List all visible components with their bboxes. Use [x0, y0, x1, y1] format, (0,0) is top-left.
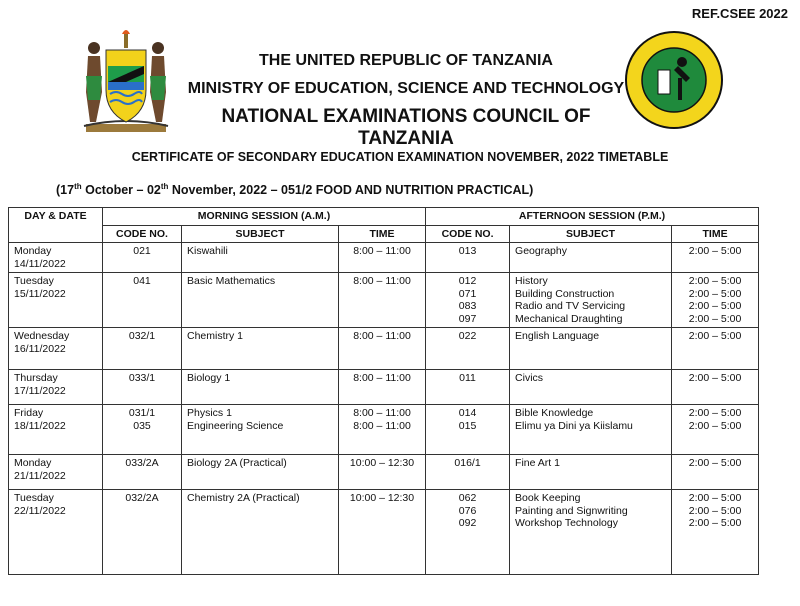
pm-time-cell: 2:00 – 5:00 2:00 – 5:00 2:00 – 5:00: [672, 490, 759, 575]
pm-time-cell: 2:00 – 5:00 2:00 – 5:00 2:00 – 5:00 2:00 – 5:00: [672, 273, 759, 328]
am-code-cell: 033/1: [103, 370, 182, 405]
header-morning-session: MORNING SESSION (A.M.): [103, 208, 426, 226]
table-row: [9, 490, 759, 575]
necta-seal-icon: [624, 30, 724, 130]
pm-code-cell: 013: [426, 243, 510, 273]
table-row: [9, 273, 759, 328]
pm-code-cell: 011: [426, 370, 510, 405]
am-subject-cell: Kiswahili: [182, 243, 339, 273]
am-time-cell: 8:00 – 11:00: [339, 243, 426, 273]
am-subject-cell: Chemistry 1: [182, 328, 339, 370]
am-code-cell: 041: [103, 273, 182, 328]
day-date-cell: Monday 14/11/2022: [9, 243, 103, 273]
am-time-cell: 10:00 – 12:30: [339, 490, 426, 575]
am-subject-cell: Biology 1: [182, 370, 339, 405]
pm-time-cell: 2:00 – 5:00: [672, 328, 759, 370]
pm-code-cell: 062 076 092: [426, 490, 510, 575]
am-time-cell: 8:00 – 11:00 8:00 – 11:00: [339, 405, 426, 455]
header-day-date: DAY & DATE: [9, 208, 103, 243]
pm-code-cell: 022: [426, 328, 510, 370]
am-code-cell: 031/1 035: [103, 405, 182, 455]
table-row: [9, 370, 759, 405]
am-time-cell: 8:00 – 11:00: [339, 273, 426, 328]
am-subject-cell: Chemistry 2A (Practical): [182, 490, 339, 575]
header-am-subject: SUBJECT: [182, 225, 339, 243]
day-date-cell: Monday 21/11/2022: [9, 455, 103, 490]
day-date-cell: Tuesday 15/11/2022: [9, 273, 103, 328]
document-title: CERTIFICATE OF SECONDARY EDUCATION EXAMINATION NOVEMBER, 2022 TIMETABLE: [131, 150, 669, 164]
am-time-cell: 10:00 – 12:30: [339, 455, 426, 490]
pm-subject-cell: Bible Knowledge Elimu ya Dini ya Kiislamu: [510, 405, 672, 455]
document-subtitle: (17th October – 02th November, 2022 – 051/2 FOOD AND NUTRITION PRACTICAL): [56, 182, 534, 198]
header-am-code: CODE NO.: [103, 225, 182, 243]
table-row: [9, 243, 759, 273]
header-ministry: MINISTRY OF EDUCATION, SCIENCE AND TECHNOLOGY: [187, 80, 625, 97]
pm-subject-cell: Geography: [510, 243, 672, 273]
day-date-cell: Wednesday 16/11/2022: [9, 328, 103, 370]
am-code-cell: 032/1: [103, 328, 182, 370]
header-pm-code: CODE NO.: [426, 225, 510, 243]
coat-of-arms-icon: [78, 30, 174, 134]
pm-subject-cell: Civics: [510, 370, 672, 405]
pm-subject-cell: Book Keeping Painting and Signwriting Workshop Technology: [510, 490, 672, 575]
am-subject-cell: Basic Mathematics: [182, 273, 339, 328]
header-am-time: TIME: [339, 225, 426, 243]
pm-code-cell: 016/1: [426, 455, 510, 490]
day-date-cell: Thursday 17/11/2022: [9, 370, 103, 405]
am-time-cell: 8:00 – 11:00: [339, 370, 426, 405]
header-country: THE UNITED REPUBLIC OF TANZANIA: [259, 52, 553, 69]
timetable: [8, 207, 759, 575]
am-subject-cell: Physics 1 Engineering Science: [182, 405, 339, 455]
table-row: [9, 328, 759, 370]
header-pm-time: TIME: [672, 225, 759, 243]
pm-time-cell: 2:00 – 5:00 2:00 – 5:00: [672, 405, 759, 455]
header-council: NATIONAL EXAMINATIONS COUNCIL OF TANZANIA: [221, 106, 591, 149]
am-code-cell: 021: [103, 243, 182, 273]
day-date-cell: Friday 18/11/2022: [9, 405, 103, 455]
pm-subject-cell: English Language: [510, 328, 672, 370]
pm-time-cell: 2:00 – 5:00: [672, 455, 759, 490]
header-afternoon-session: AFTERNOON SESSION (P.M.): [426, 208, 759, 226]
pm-time-cell: 2:00 – 5:00: [672, 243, 759, 273]
reference-number: REF.CSEE 2022: [691, 6, 788, 21]
pm-code-cell: 012 071 083 097: [426, 273, 510, 328]
pm-code-cell: 014 015: [426, 405, 510, 455]
am-time-cell: 8:00 – 11:00: [339, 328, 426, 370]
day-date-cell: Tuesday 22/11/2022: [9, 490, 103, 575]
pm-time-cell: 2:00 – 5:00: [672, 370, 759, 405]
am-code-cell: 032/2A: [103, 490, 182, 575]
header-pm-subject: SUBJECT: [510, 225, 672, 243]
pm-subject-cell: Fine Art 1: [510, 455, 672, 490]
pm-subject-cell: History Building Construction Radio and TV Servicing Mechanical Draughting: [510, 273, 672, 328]
am-code-cell: 033/2A: [103, 455, 182, 490]
am-subject-cell: Biology 2A (Practical): [182, 455, 339, 490]
table-row: [9, 455, 759, 490]
table-row: [9, 405, 759, 455]
